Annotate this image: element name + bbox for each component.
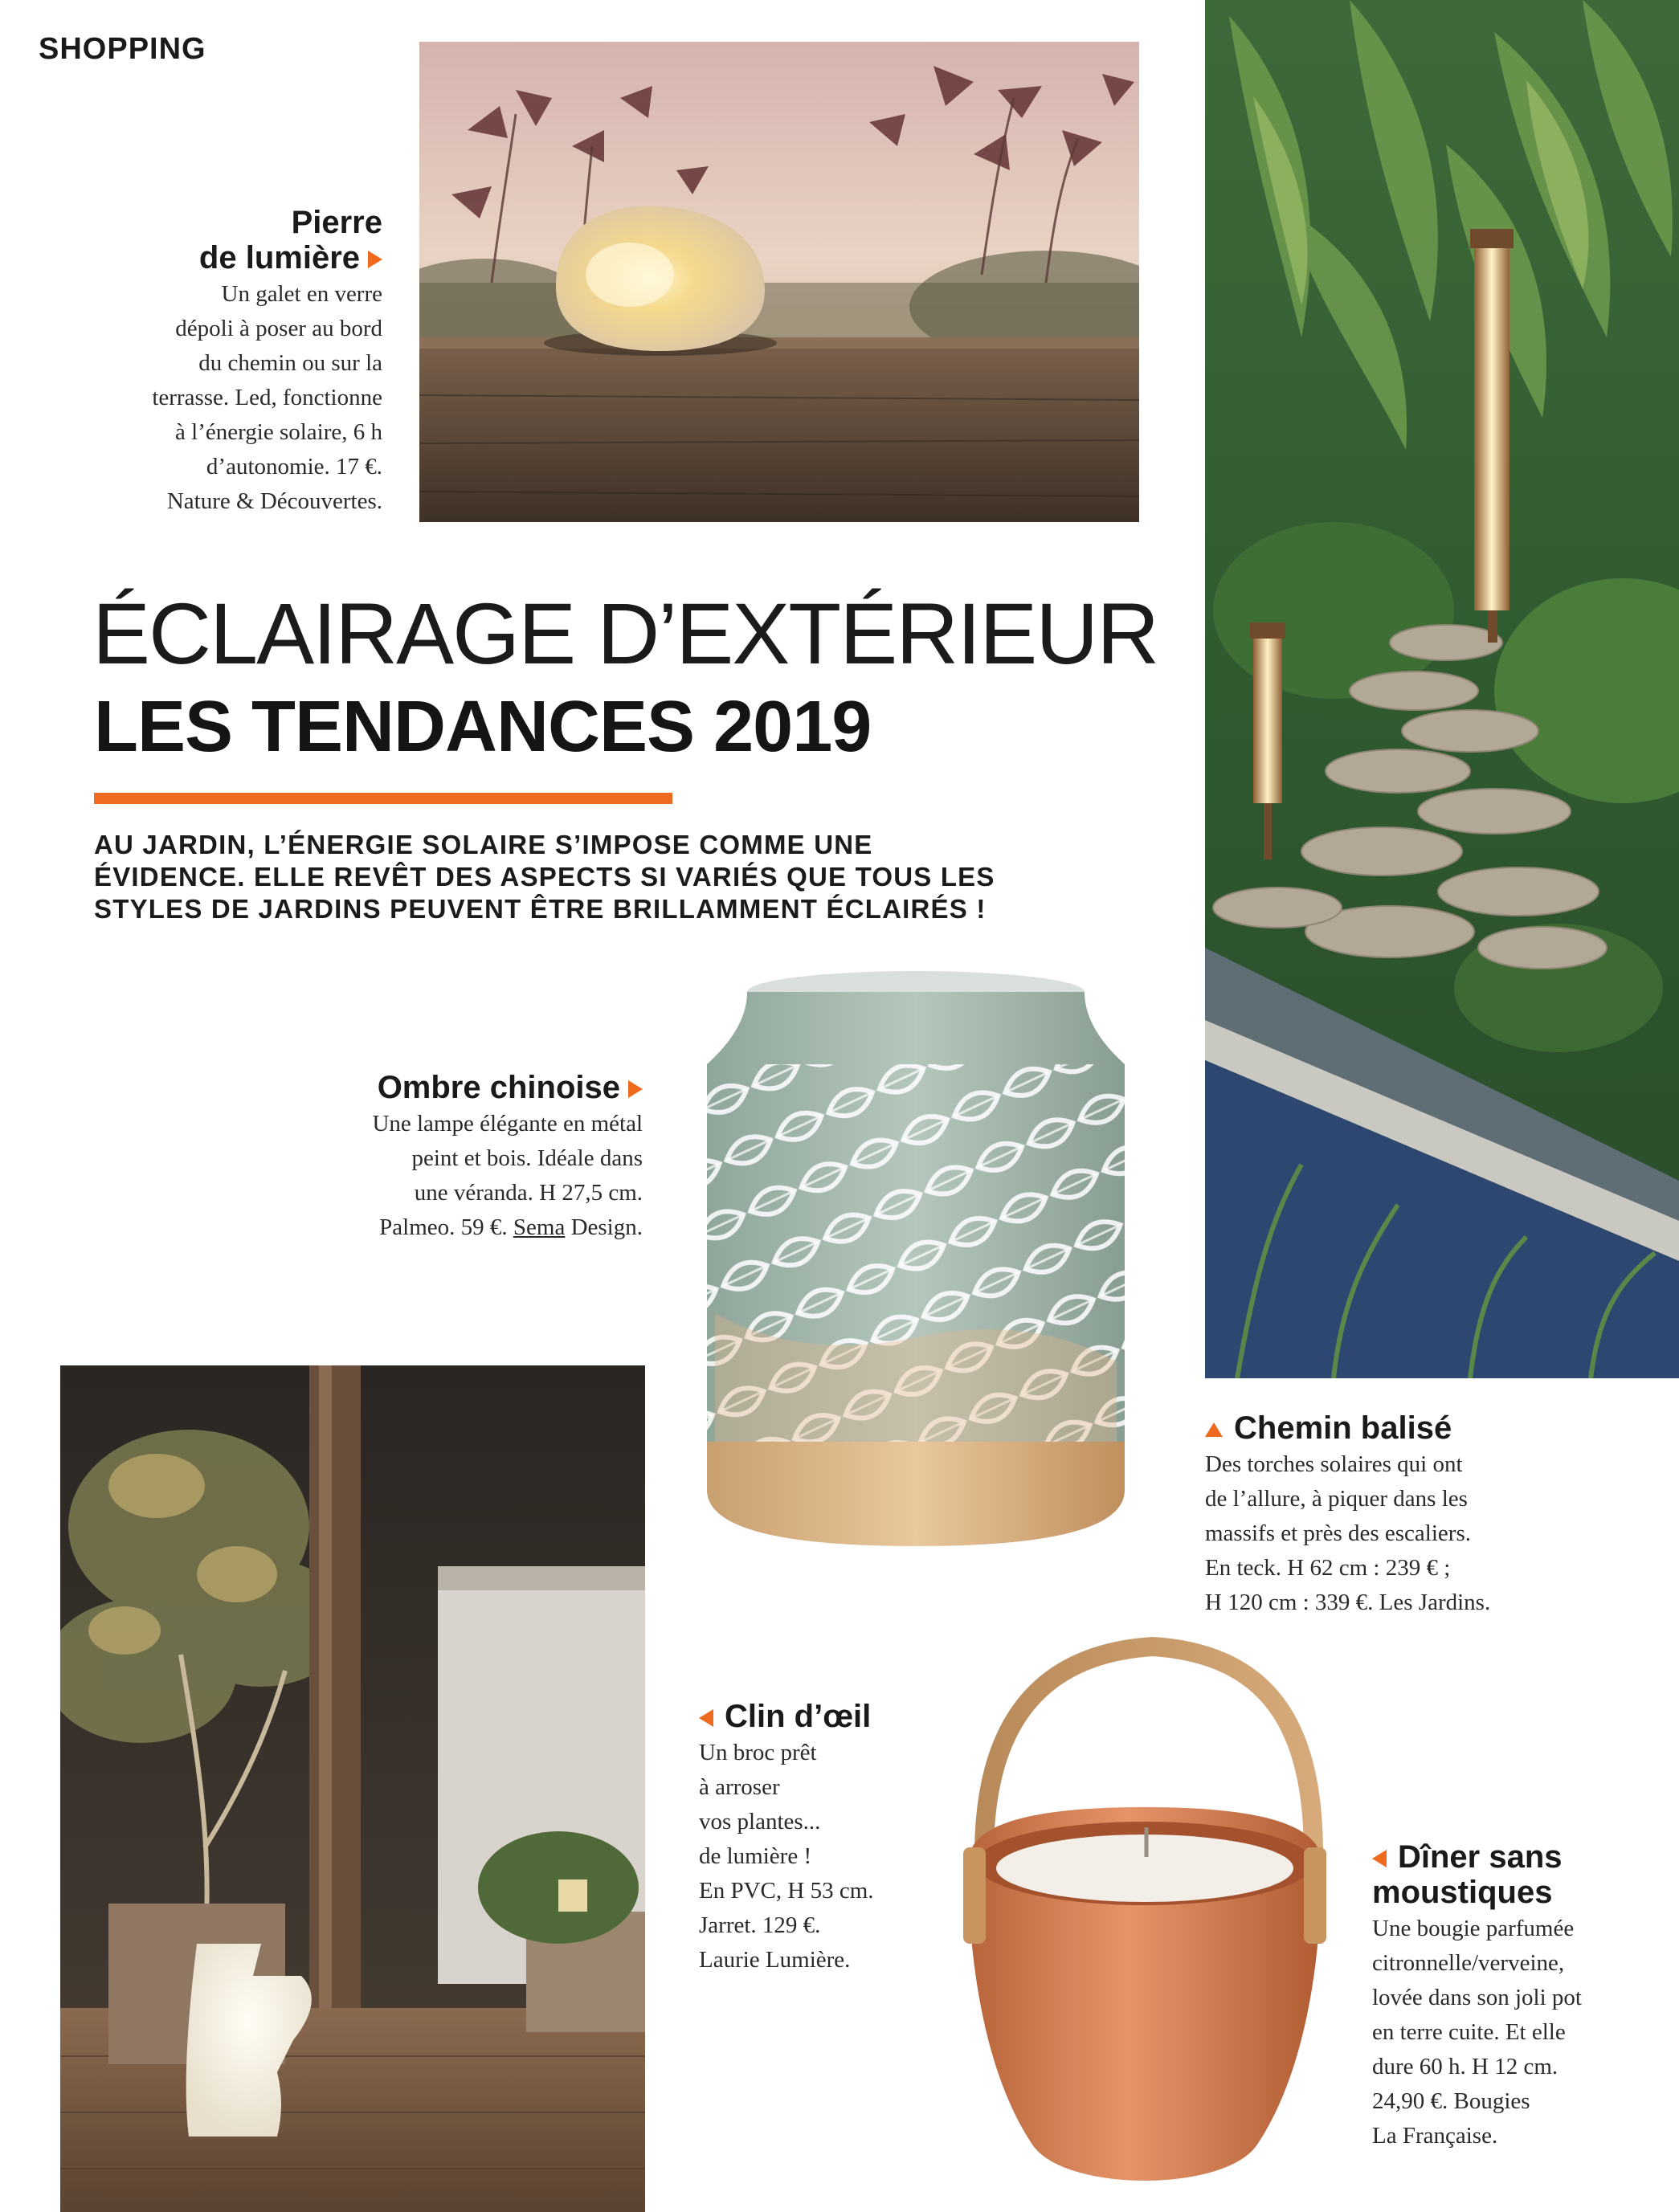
chapo-line: AU JARDIN, L’ÉNERGIE SOLAIRE S’IMPOSE COMME UNE — [94, 830, 873, 859]
product-ombre-title — [372, 1070, 643, 1105]
body-line: Un galet en verre — [221, 281, 382, 307]
garden-path-illustration — [1205, 0, 1679, 1378]
product-clin-body — [699, 1736, 874, 1977]
body-line: Une bougie parfumée — [1372, 1916, 1575, 1941]
body-line: de l’allure, à piquer dans les — [1205, 1486, 1468, 1512]
product-ombre — [372, 1070, 643, 1245]
arrow-up-icon — [1205, 1422, 1223, 1437]
body-text: Palmeo. 59 €. — [379, 1214, 513, 1240]
product-chemin — [1205, 1410, 1490, 1620]
product-chemin-title-text: Chemin balisé — [1234, 1410, 1452, 1446]
product-clin-title — [699, 1699, 874, 1734]
body-line: massifs et près des escaliers. — [1205, 1520, 1471, 1546]
product-diner — [1372, 1839, 1582, 2153]
candle-pot-photo — [936, 1622, 1354, 2212]
arrow-right-icon — [628, 1080, 643, 1098]
body-line: à l’énergie solaire, 6 h — [175, 419, 382, 445]
product-chemin-title — [1205, 1410, 1490, 1446]
body-line: Des torches solaires qui ont — [1205, 1451, 1463, 1477]
lantern-photo — [691, 960, 1141, 1566]
section-label: SHOPPING — [39, 32, 206, 66]
watering-can-photo — [60, 1365, 645, 2212]
headline-line2: LES TENDANCES 2019 — [94, 687, 872, 767]
body-line: H 120 cm : 339 €. Les Jardins. — [1205, 1590, 1491, 1615]
arrow-left-icon — [699, 1709, 713, 1727]
body-line: Un broc prêt — [699, 1740, 817, 1765]
product-diner-title — [1372, 1839, 1582, 1910]
body-line: Laurie Lumière. — [699, 1947, 851, 1973]
body-line: dépoli à poser au bord — [175, 316, 382, 341]
body-line: La Française. — [1372, 2123, 1498, 2149]
product-diner-title-line2: moustiques — [1372, 1875, 1553, 1910]
body-line: 24,90 €. Bougies — [1372, 2088, 1530, 2114]
product-diner-title-line1: Dîner sans — [1398, 1839, 1563, 1875]
body-line: une véranda. H 27,5 cm. — [414, 1180, 643, 1206]
body-text-underlined: Sema — [513, 1214, 566, 1240]
product-pierre-body — [152, 277, 382, 519]
body-text: Design. — [565, 1214, 643, 1240]
body-line: du chemin ou sur la — [198, 350, 382, 376]
body-line: d’autonomie. 17 €. — [206, 454, 382, 480]
product-diner-body — [1372, 1912, 1582, 2153]
product-chemin-body — [1205, 1447, 1490, 1620]
body-line: de lumière ! — [699, 1843, 812, 1869]
body-line: En PVC, H 53 cm. — [699, 1878, 874, 1904]
chapo-line: ÉVIDENCE. ELLE REVÊT DES ASPECTS SI VARIÉS QUE TOUS LES — [94, 862, 995, 892]
product-clin-title-text: Clin d’œil — [725, 1699, 872, 1734]
body-line: dure 60 h. H 12 cm. — [1372, 2054, 1558, 2079]
product-clin — [699, 1699, 874, 1977]
pebble-lamp-illustration — [419, 42, 1139, 522]
headline-line1: ÉCLAIRAGE D’EXTÉRIEUR — [92, 585, 1158, 682]
product-pierre-title-line2: de lumière — [198, 240, 360, 275]
chapo — [94, 829, 1154, 925]
body-line: à arroser — [699, 1774, 780, 1800]
watering-can-illustration — [60, 1365, 645, 2212]
body-line: en terre cuite. Et elle — [1372, 2019, 1566, 2045]
product-pierre — [152, 205, 382, 519]
candle-pot-illustration — [936, 1622, 1354, 2212]
body-line: En teck. H 62 cm : 239 € ; — [1205, 1555, 1451, 1581]
arrow-right-icon — [368, 251, 382, 268]
product-ombre-body — [372, 1107, 643, 1245]
lantern-illustration — [691, 960, 1141, 1566]
body-line: vos plantes... — [699, 1809, 821, 1834]
body-line: terrasse. Led, fonctionne — [152, 385, 382, 410]
pebble-lamp-photo — [419, 42, 1139, 522]
accent-rule — [94, 793, 672, 804]
chapo-line: STYLES DE JARDINS PEUVENT ÊTRE BRILLAMMENT ÉCLAIRÉS ! — [94, 894, 987, 924]
body-line: Jarret. 129 €. — [699, 1912, 821, 1938]
body-line — [372, 1210, 643, 1245]
product-pierre-title-line1: Pierre — [291, 205, 382, 240]
product-ombre-title-text: Ombre chinoise — [377, 1070, 620, 1105]
garden-path-photo — [1205, 0, 1679, 1378]
body-line: lovée dans son joli pot — [1372, 1985, 1582, 2010]
body-line: Nature & Découvertes. — [166, 488, 382, 514]
product-pierre-title — [152, 205, 382, 275]
arrow-left-icon — [1372, 1850, 1387, 1867]
body-line: citronnelle/verveine, — [1372, 1950, 1565, 1976]
body-line: Une lampe élégante en métal — [372, 1111, 643, 1137]
body-line: peint et bois. Idéale dans — [411, 1145, 643, 1171]
